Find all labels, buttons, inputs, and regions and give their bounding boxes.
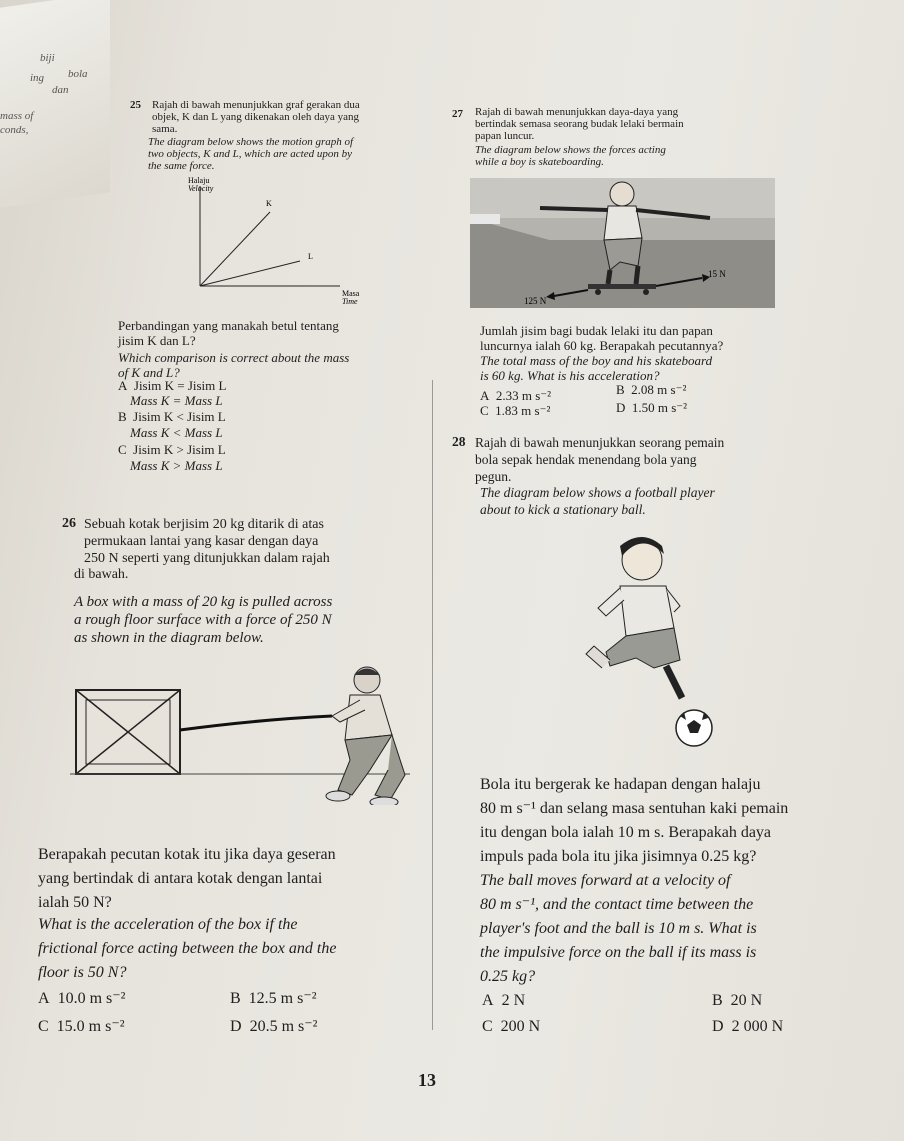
option-letter: C [482,1018,493,1035]
q25-malay-line: objek, K dan L yang dikenakan oleh daya yang [152,111,359,123]
option-text: 2 000 N [731,1018,784,1035]
q28-malay-line: Rajah di bawah menunjukkan seorang pemain [475,435,725,450]
option-text: 12.5 m s⁻² [248,990,317,1007]
option-letter: A [118,378,128,393]
q28-option-d[interactable] [712,1018,783,1036]
q26-malay [84,516,330,567]
option-text: 1.50 m s⁻² [631,400,688,415]
option-letter: A [480,388,490,403]
q28-english-line: about to kick a stationary ball. [480,502,646,517]
prev-fragment: dan [52,84,69,96]
q25-question-en-line: of K and L? [118,365,180,380]
q25-number: 25 [130,99,141,111]
force-right-label: 15 N [708,269,726,279]
q28-malay-line: bola sepak hendak menendang bola yang [475,452,697,467]
q28-question-en-line: player's foot and the ball is 10 m s. What is [480,920,757,937]
q26-english [74,593,332,647]
skateboard [588,284,656,289]
page-number: 13 [418,1070,436,1090]
q26-option-c[interactable] [38,1016,125,1036]
q25-question-en [118,350,349,380]
q28-question-ms-line: Bola itu bergerak ke hadapan dengan halaju [480,776,761,793]
q26-english-line: as shown in the diagram below. [74,630,264,646]
q25-option-b-en: Mass K < Mass L [130,425,223,440]
prev-fragment: ing [30,72,45,84]
football-player-diagram [570,528,730,758]
graph-line-k [200,212,270,286]
q27-question-en-line: is 60 kg. What is his acceleration? [480,368,660,383]
q28-english-line: The diagram below shows a football player [480,485,715,500]
q25-malay [152,99,360,135]
q27-english-line: while a boy is skateboarding. [475,156,604,168]
q26-option-a[interactable] [38,988,125,1008]
skateboarder-diagram [470,178,775,308]
rope [180,716,332,730]
option-text-ms: Jisim K = Jisim L [133,378,227,393]
option-letter: C [118,442,127,457]
q25-english-line: The diagram below shows the motion graph of [148,136,354,148]
q26-question-en [38,913,336,985]
q26-question-ms-line: yang bertindak di antara kotak dengan lantai [38,870,323,887]
q26-english-line: a rough floor surface with a force of 250 N [74,612,332,628]
q26-question-en-line: frictional force acting between the box and the [38,940,337,957]
q28-question-en-line: 80 m s⁻¹, and the contact time between the [480,896,754,913]
q28-malay-line: pegun. [475,469,512,484]
graph-line-l [200,261,300,286]
prev-fragment: mass of [0,110,34,122]
q27-number: 27 [452,108,463,120]
q27-malay [475,106,684,142]
q25-malay-line: sama. [152,123,178,135]
q25-option-a-en: Mass K = Mass L [130,393,223,408]
q26-option-d[interactable] [230,1016,317,1036]
player-sleeve [598,588,624,616]
graph-label-l: L [308,252,313,261]
prev-fragment: conds, [0,124,29,136]
graph-y-label-en: Velocity [188,184,214,193]
q28-option-c[interactable] [482,1018,540,1036]
player-kicking-leg [586,646,610,668]
option-letter: D [712,1018,724,1035]
q25-option-c-en: Mass K > Mass L [130,458,223,473]
option-letter: D [230,1018,242,1035]
graph-x-label-ms: Masa [342,289,360,298]
q27-malay-line: papan luncur. [475,130,535,142]
boy-head [610,182,634,206]
q27-option-b[interactable] [616,382,686,398]
option-letter: C [480,403,489,418]
q27-option-c[interactable] [480,403,550,419]
prev-fragment: bola [68,68,88,80]
velocity-time-graph [170,176,380,308]
option-text: 1.83 m s⁻² [495,403,551,418]
q27-question-ms-line: Jumlah jisim bagi budak lelaki itu dan papan [480,323,713,338]
q25-option-a[interactable] [118,378,226,394]
option-letter: B [230,990,241,1007]
option-text: 2.33 m s⁻² [495,388,552,403]
option-text: 20.5 m s⁻² [249,1018,318,1035]
q26-malay-line: permukaan lantai yang kasar dengan daya [84,534,319,549]
q28-malay [475,434,724,485]
q25-english-line: the same force. [148,160,215,172]
graph-y-label-ms: Halaju [188,176,210,185]
q26-question-en-line: floor is 50 N? [38,964,127,981]
man-shirt [345,695,392,740]
option-text: 200 N [500,1018,541,1035]
man-shoe [326,791,350,801]
q26-english-line: A box with a mass of 20 kg is pulled across [74,594,333,610]
option-letter: A [38,990,50,1007]
q28-english [480,484,715,518]
graph-label-k: K [266,199,272,208]
q25-option-c[interactable] [118,442,226,458]
q25-question-en-line: Which comparison is correct about the mass [118,350,350,365]
q27-question-ms [480,323,723,353]
force-left-label: 125 N [524,296,547,306]
q27-malay-line: Rajah di bawah menunjukkan daya-daya yang [475,106,679,118]
q26-option-b[interactable] [230,988,317,1008]
option-text: 15.0 m s⁻² [56,1018,125,1035]
q28-question-en [480,869,757,989]
option-letter: B [616,382,625,397]
q28-question-ms [480,773,788,869]
q27-option-a[interactable] [480,388,551,404]
q26-number: 26 [62,516,76,531]
option-letter: B [712,992,723,1009]
q25-option-b[interactable] [118,409,226,425]
q28-question-ms-line: itu dengan bola ialah 10 m s. Berapakah daya [480,824,772,841]
option-text: 10.0 m s⁻² [57,990,126,1007]
q28-question-en-line: 0.25 kg? [480,968,536,985]
man-hair [354,669,380,676]
option-text-ms: Jisim K < Jisim L [133,409,226,424]
player-shorts [606,628,680,668]
q28-number: 28 [452,434,466,449]
player-shirt [620,586,674,636]
q27-question-en-line: The total mass of the boy and his skateboard [480,353,713,368]
skate-bench [470,214,500,224]
q25-question-ms [118,318,339,348]
q26-question-ms-line: ialah 50 N? [38,894,112,911]
q26-malay-line: Sebuah kotak berjisim 20 kg ditarik di atas [84,517,324,532]
q28-question-en-line: the impulsive force on the ball if its mass is [480,944,757,961]
q26-question-ms [38,843,336,915]
option-text-ms: Jisim K > Jisim L [133,442,226,457]
previous-page-corner [0,0,110,208]
q25-english-line: two objects, K and L, which are acted upon by [148,148,352,160]
q25-question-ms-line: jisim K dan L? [118,333,196,348]
q27-malay-line: bertindak semasa seorang budak lelaki bermain [475,118,684,130]
q27-question-ms-line: luncurnya ialah 60 kg. Berapakah pecutannya? [480,338,724,353]
q25-english [148,136,353,172]
q28-question-ms-line: 80 m s⁻¹ dan selang masa sentuhan kaki pemain [480,800,789,817]
skateboard-wheel [595,289,601,295]
q27-english [475,144,666,168]
man-shoe [370,797,398,805]
option-text: 2 N [501,992,526,1009]
q25-question-ms-line: Perbandingan yang manakah betul tentang [118,318,339,333]
q26-malay-last: di bawah. [74,567,129,582]
option-letter: C [38,1018,49,1035]
q26-malay-line: 250 N seperti yang ditunjukkan dalam rajah [84,551,330,566]
q27-english-line: The diagram below shows the forces acting [475,144,666,156]
option-letter: D [616,400,626,415]
option-letter: B [118,409,127,424]
option-letter: A [482,992,494,1009]
q28-question-ms-line: impuls pada bola itu jika jisimnya 0.25 kg? [480,848,757,865]
q25-malay-line: Rajah di bawah menunjukkan graf gerakan dua [152,99,360,111]
q27-question-en [480,353,712,383]
q28-option-a[interactable] [482,992,525,1010]
column-divider [432,380,433,1030]
q28-option-b[interactable] [712,992,762,1010]
q27-option-d[interactable] [616,400,687,416]
graph-x-label-en: Time [342,297,358,306]
q28-question-en-line: The ball moves forward at a velocity of [480,872,731,889]
q26-question-ms-line: Berapakah pecutan kotak itu jika daya geseran [38,846,336,863]
box-pulling-diagram [70,660,410,805]
q26-question-en-line: What is the acceleration of the box if the [38,916,298,933]
player-standing-leg [666,666,682,698]
skateboard-wheel [643,289,649,295]
option-text: 20 N [730,992,763,1009]
option-text: 2.08 m s⁻² [631,382,687,397]
prev-fragment: biji [40,52,55,64]
